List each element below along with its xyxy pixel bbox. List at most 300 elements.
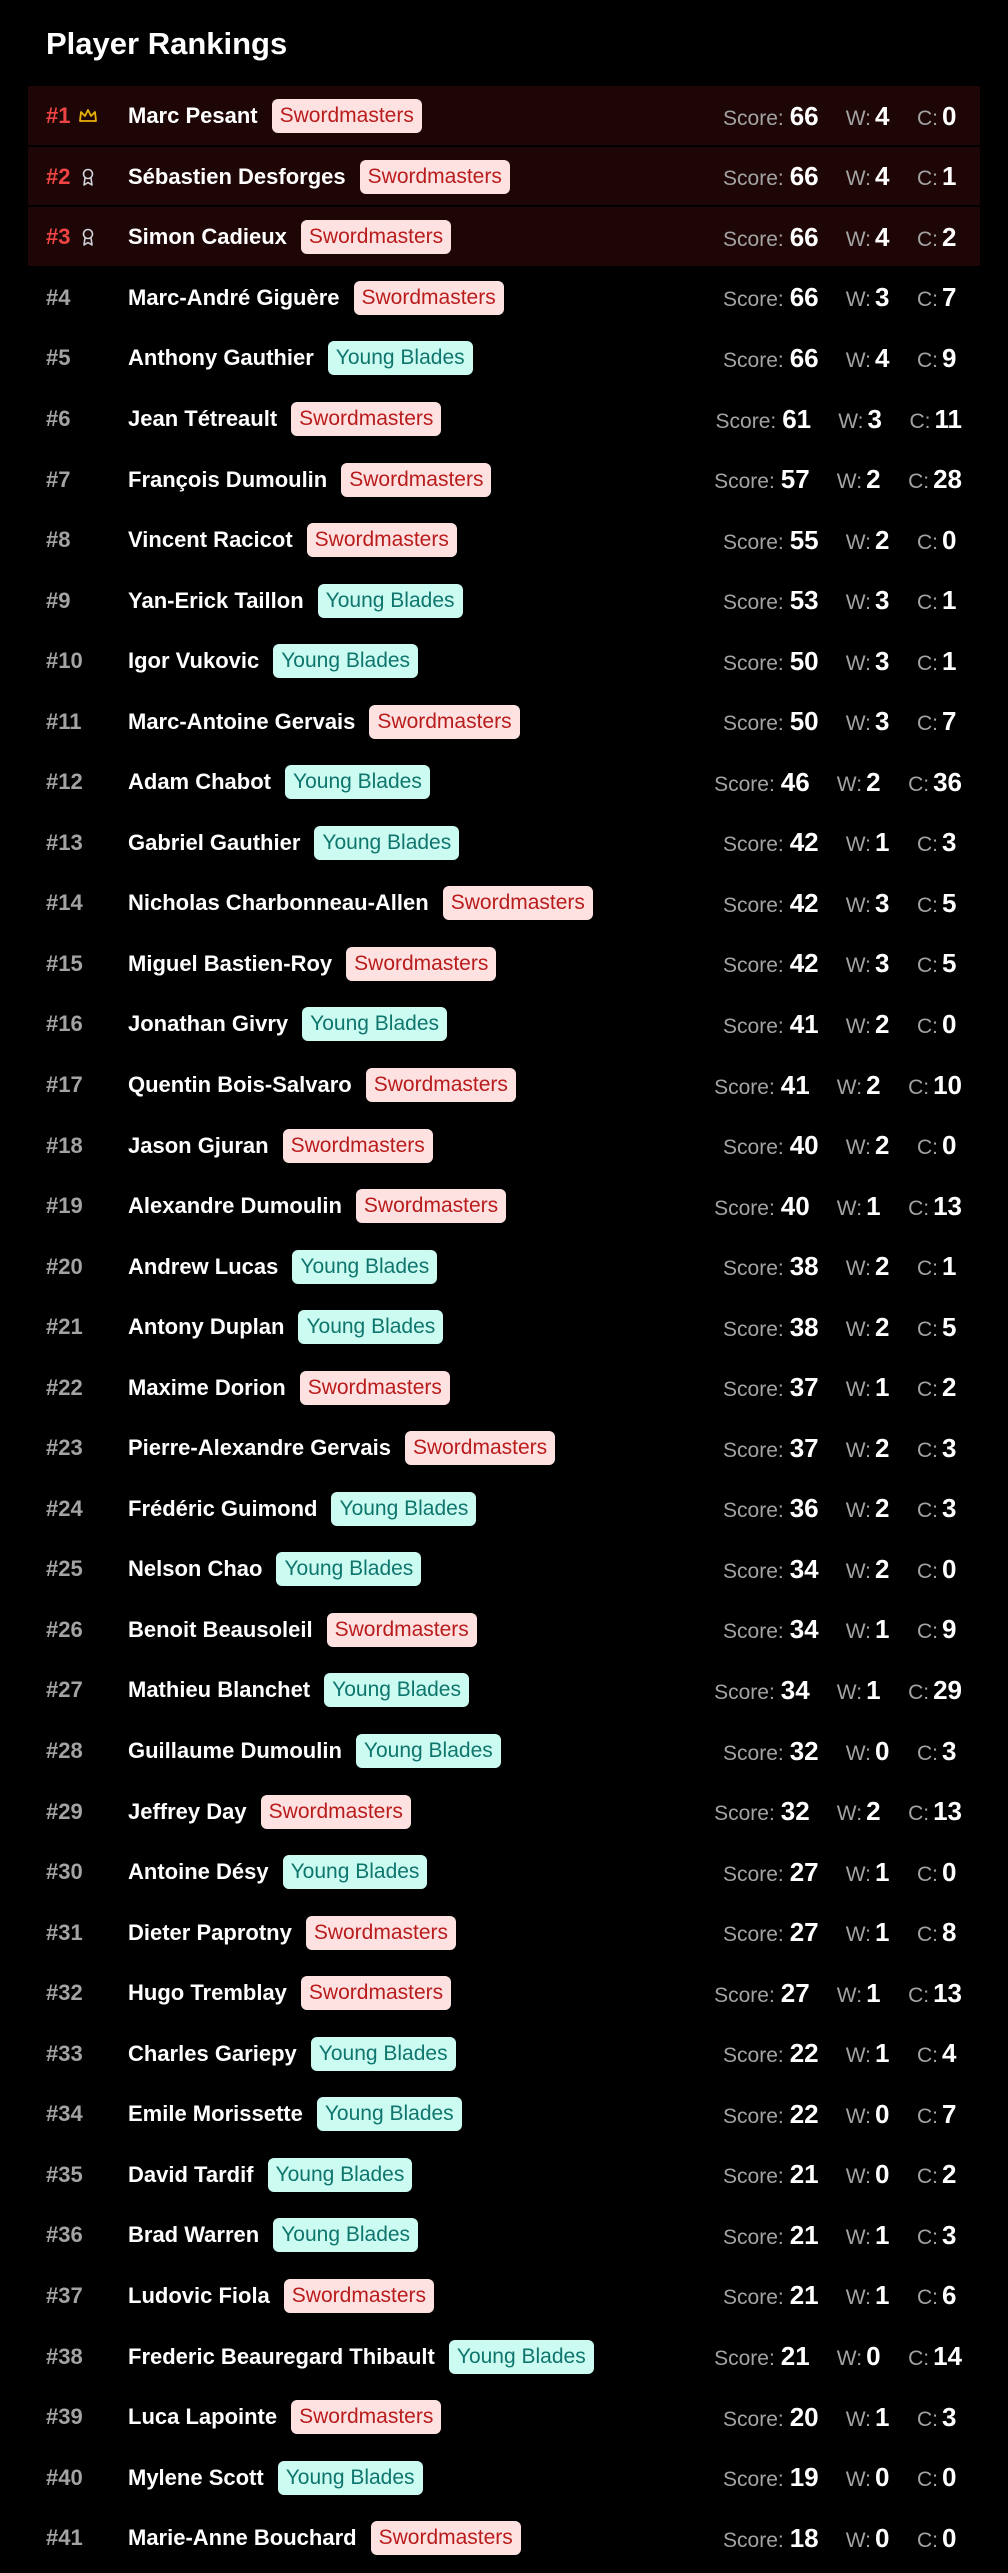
player-info [128,886,593,920]
c-value: 1 [942,1251,957,1282]
player-info [128,2340,594,2374]
score-label: Score: [723,591,784,615]
wins-label: W: [845,2044,871,2068]
player-row[interactable] [28,207,980,268]
score-value: 55 [789,524,819,555]
score-value: 40 [789,1130,819,1161]
wins-value: 2 [875,1432,890,1463]
player-row[interactable] [28,1176,980,1237]
player-row[interactable] [28,1055,980,1116]
player-row[interactable] [28,691,980,752]
score-label: Score: [723,1136,784,1160]
score-value: 53 [789,585,819,616]
player-row[interactable] [28,1660,980,1721]
player-stats [723,1130,962,1161]
score-value: 50 [789,706,819,737]
score-label: Score: [714,1802,775,1826]
score-value: 57 [780,464,810,495]
score-value: 40 [780,1190,810,1221]
player-name: Benoit Beausoleil [128,1616,313,1642]
player-stats [714,1978,962,2009]
player-name: Marc-Antoine Gervais [128,708,356,734]
wins-label: W: [845,2407,871,2431]
score-value: 34 [789,1614,819,1645]
player-name: Hugo Tremblay [128,1980,287,2006]
wins-label: W: [836,470,863,494]
score-value: 21 [789,2159,819,2190]
player-stats [723,1554,962,1585]
c-label: C: [908,1802,930,1826]
wins-value: 2 [875,1130,890,1161]
c-label: C: [917,1438,938,1462]
player-stats [723,2038,962,2069]
rank-label: #9 [46,587,71,613]
player-name: François Dumoulin [128,466,328,492]
wins-label: W: [836,2347,863,2370]
team-badge: Young Blades [298,1310,443,1344]
score-label: Score: [723,2044,784,2068]
wins-value: 3 [875,706,890,737]
player-row[interactable] [28,1357,980,1418]
player-row[interactable] [28,752,980,813]
c-value: 3 [942,1735,957,1766]
player-name: Ludovic Fiola [128,2282,270,2308]
player-stats [723,646,962,677]
c-label: C: [917,348,938,372]
player-stats [714,2341,962,2372]
page-title: Player Rankings [46,26,288,61]
wins-value: 0 [875,2522,890,2553]
player-row[interactable] [28,2447,980,2508]
player-stats [723,2280,962,2311]
player-info [128,523,457,557]
player-name: Antoine Désy [128,1859,269,1885]
c-label: C: [917,2407,938,2431]
player-row[interactable] [28,1963,980,2024]
wins-value: 3 [875,645,890,676]
player-name: Nelson Chao [128,1556,263,1582]
score-value: 27 [789,1856,819,1887]
c-label: C: [917,530,938,554]
wins-value: 0 [866,2341,881,2371]
rank-label: #41 [46,2525,83,2551]
score-value: 19 [789,2462,819,2493]
player-info [128,947,496,981]
crown-icon [78,106,98,126]
c-value: 0 [942,1008,957,1039]
rank-label: #17 [46,1072,83,1098]
wins-label: W: [845,1438,871,1462]
wins-value: 2 [866,1069,881,1100]
wins-value: 0 [875,2159,890,2190]
c-value: 2 [942,221,957,252]
player-stats [714,464,962,495]
c-label: C: [917,2468,938,2492]
player-name: Emile Morissette [128,2101,303,2127]
wins-label: W: [845,2528,871,2552]
player-stats [723,1917,962,1948]
player-stats [723,101,962,132]
team-badge: Young Blades [273,2218,418,2252]
player-stats [723,2099,962,2130]
score-label: Score: [714,1680,775,1704]
player-stats [723,282,962,313]
score-label: Score: [714,772,775,796]
rank-label: #22 [46,1374,83,1400]
player-name: Simon Cadieux [128,224,287,250]
team-badge: Swordmasters [272,99,422,133]
c-value: 6 [942,2280,957,2311]
c-label: C: [908,1075,930,1099]
player-name: Andrew Lucas [128,1253,279,1279]
player-info [128,160,510,194]
score-label: Score: [723,1620,784,1644]
score-value: 41 [789,1008,819,1039]
score-value: 42 [789,948,819,979]
player-stats [723,1251,962,1282]
rank-label: #13 [46,829,83,855]
player-stats [723,161,962,192]
player-row[interactable] [28,2266,980,2327]
rank-label: #6 [46,406,71,431]
rank-label: #28 [46,1738,83,1764]
rank-label: #35 [46,2161,83,2187]
c-value: 2 [942,2159,957,2190]
wins-value: 2 [866,1796,881,1827]
player-row[interactable] [28,994,980,1055]
player-row[interactable] [28,2508,980,2569]
player-stats [723,1372,962,1403]
wins-label: W: [845,651,871,675]
wins-value: 4 [875,100,890,131]
wins-value: 4 [875,342,890,373]
team-badge: Swordmasters [307,523,457,557]
team-badge: Young Blades [356,1734,501,1768]
c-value: 7 [942,282,957,313]
c-value: 3 [942,2219,957,2250]
player-stats [723,1009,962,1040]
wins-value: 1 [875,1372,890,1403]
wins-value: 0 [875,2098,890,2129]
player-info [128,1189,506,1223]
c-label: C: [917,954,938,978]
player-row[interactable] [28,268,980,329]
score-label: Score: [723,1014,784,1038]
player-info [128,1795,411,1829]
player-name: Marie-Anne Bouchard [128,2525,357,2551]
player-info [128,1431,555,1465]
wins-label: W: [845,2225,871,2249]
player-name: Jonathan Givry [128,1011,289,1037]
c-value: 3 [942,2401,957,2432]
player-stats [723,1614,962,1645]
team-badge: Swordmasters [261,1795,411,1829]
wins-value: 1 [875,1917,890,1948]
score-label: Score: [715,409,777,433]
c-value: 5 [942,1311,957,1342]
c-label: C: [917,2044,938,2068]
c-value: 0 [942,2522,957,2553]
c-label: C: [908,772,930,796]
c-value: 1 [942,645,957,676]
player-info [128,402,441,436]
rank-label: #4 [46,284,71,310]
player-name: Jeffrey Day [128,1798,247,1824]
player-name: Frédéric Guimond [128,1495,318,1521]
player-row[interactable] [28,2387,980,2448]
c-value: 1 [942,161,957,192]
player-name: Marc-André Giguère [128,284,340,310]
c-label: C: [917,833,938,857]
c-value: 0 [942,100,957,131]
wins-value: 0 [875,2462,890,2493]
wins-label: W: [845,227,871,251]
c-value: 1 [942,585,957,616]
wins-label: W: [845,2104,871,2128]
player-name: Charles Gariepy [128,2040,297,2066]
score-label: Score: [723,348,784,372]
player-info [128,644,418,678]
rank-label: #15 [46,950,83,976]
player-stats [723,888,962,919]
wins-label: W: [845,1620,871,1644]
score-label: Score: [723,1257,784,1281]
rank-label: #37 [46,2282,83,2308]
score-value: 32 [780,1796,810,1827]
player-row[interactable] [28,631,980,692]
score-value: 22 [789,2098,819,2129]
score-label: Score: [723,227,784,251]
score-value: 22 [789,2038,819,2069]
player-row[interactable] [28,86,980,147]
player-name: Maxime Dorion [128,1374,286,1400]
player-info [128,1068,516,1102]
player-info [128,1250,437,1284]
team-badge: Young Blades [302,1007,447,1041]
team-badge: Swordmasters [301,220,451,254]
player-row[interactable] [28,328,980,389]
player-row[interactable] [28,1842,980,1903]
c-value: 2 [942,1372,957,1403]
wins-value: 2 [866,766,881,797]
team-badge: Young Blades [283,1855,428,1889]
team-badge: Swordmasters [341,463,491,497]
c-value: 13 [933,1190,962,1221]
c-value: 8 [942,1917,957,1948]
player-name: Dieter Paprotny [128,1919,292,1945]
player-name: Frederic Beauregard Thibault [128,2343,435,2369]
rank-label: #10 [46,648,83,674]
player-name: Luca Lapointe [128,2404,278,2430]
player-info [128,1855,427,1889]
player-row[interactable] [28,2084,980,2145]
score-label: Score: [714,2347,775,2370]
score-label: Score: [723,2528,784,2552]
player-name: Brad Warren [128,2222,260,2248]
rank-label: #25 [46,1556,83,1582]
player-row[interactable] [28,1781,980,1842]
player-row[interactable] [28,1721,980,1782]
wins-value: 1 [866,1977,881,2008]
player-row[interactable] [28,1600,980,1661]
player-row[interactable] [28,570,980,631]
c-value: 28 [933,464,962,495]
wins-label: W: [845,1741,871,1765]
player-row[interactable] [28,1479,980,1540]
c-label: C: [917,2225,938,2249]
c-value: 10 [933,1069,962,1100]
score-label: Score: [723,1499,784,1523]
medal-icon [78,227,98,247]
c-value: 36 [933,766,962,797]
player-name: Jean Tétreault [128,406,278,431]
player-stats [723,1433,962,1464]
c-value: 0 [942,1130,957,1161]
team-badge: Young Blades [273,644,418,678]
wins-value: 2 [875,1251,890,1282]
wins-value: 0 [875,1735,890,1766]
wins-value: 2 [866,464,881,495]
score-label: Score: [723,2165,784,2189]
score-label: Score: [723,893,784,917]
player-name: Pierre-Alexandre Gervais [128,1435,391,1461]
c-label: C: [917,1257,938,1281]
score-value: 50 [789,645,819,676]
player-row[interactable] [28,934,980,995]
c-label: C: [917,591,938,615]
wins-label: W: [845,167,871,191]
score-label: Score: [714,1075,775,1099]
score-value: 66 [789,161,819,192]
rank-label: #29 [46,1798,83,1824]
player-row[interactable] [28,2326,980,2387]
player-name: Alexandre Dumoulin [128,1193,342,1219]
wins-label: W: [838,409,864,433]
c-value: 0 [942,1553,957,1584]
rank-label: #24 [46,1495,83,1521]
player-info [128,2158,412,2192]
wins-label: W: [845,1014,871,1038]
score-label: Score: [723,1438,784,1462]
player-name: Nicholas Charbonneau-Allen [128,890,429,916]
player-row[interactable] [28,2145,980,2206]
c-label: C: [917,1559,938,1583]
player-row[interactable] [28,147,980,208]
player-row[interactable] [28,389,980,450]
rank-label: #16 [46,1011,83,1037]
score-value: 27 [789,1917,819,1948]
player-row[interactable] [28,1418,980,1479]
player-row[interactable] [28,1902,980,1963]
player-name: Marc Pesant [128,103,258,129]
player-name: Gabriel Gauthier [128,829,301,855]
player-stats [714,1070,962,1101]
score-label: Score: [714,470,775,494]
player-info [128,1371,450,1405]
score-value: 38 [789,1311,819,1342]
player-info [128,1976,451,2010]
player-row[interactable] [28,813,980,874]
player-row[interactable] [28,449,980,510]
score-value: 34 [780,1674,810,1705]
wins-label: W: [845,106,871,130]
score-value: 37 [789,1432,819,1463]
player-row[interactable] [28,1236,980,1297]
wins-value: 4 [875,221,890,252]
player-stats [714,767,962,798]
c-label: C: [917,2165,938,2189]
score-label: Score: [723,106,784,130]
c-label: C: [917,1014,938,1038]
team-badge: Young Blades [292,1250,437,1284]
player-name: Mathieu Blanchet [128,1677,311,1703]
wins-value: 1 [875,2280,890,2311]
rank-label: #32 [46,1980,83,2006]
rank-label: #26 [46,1616,83,1642]
c-label: C: [917,1862,938,1886]
wins-label: W: [845,1378,871,1402]
rank-label: #12 [46,769,83,795]
player-info [128,2037,456,2071]
score-label: Score: [723,2225,784,2249]
rank-label: #31 [46,1919,83,1945]
c-label: C: [917,1923,938,1947]
wins-label: W: [845,1317,871,1341]
team-badge: Swordmasters [356,1189,506,1223]
wins-label: W: [845,833,871,857]
wins-label: W: [836,1680,863,1704]
player-row[interactable] [28,2024,980,2085]
c-label: C: [909,409,931,433]
wins-label: W: [845,712,871,736]
player-info [128,2097,462,2131]
score-value: 21 [789,2280,819,2311]
score-label: Score: [723,1317,784,1341]
score-label: Score: [714,1196,775,1220]
wins-label: W: [845,530,871,554]
player-row[interactable] [28,1115,980,1176]
player-info [128,1613,477,1647]
rank-label: #33 [46,2040,83,2066]
score-value: 41 [780,1069,810,1100]
score-value: 20 [789,2401,819,2432]
wins-value: 3 [867,403,882,434]
team-badge: Swordmasters [354,281,504,315]
player-info [128,220,451,254]
wins-label: W: [845,1136,871,1160]
team-badge: Swordmasters [346,947,496,981]
wins-value: 1 [866,1674,881,1705]
score-label: Score: [723,954,784,978]
score-value: 18 [789,2522,819,2553]
player-stats [723,1312,962,1343]
team-badge: Swordmasters [369,705,519,739]
player-info [128,584,463,618]
player-row[interactable] [28,873,980,934]
player-row[interactable] [28,2205,980,2266]
c-label: C: [917,1136,938,1160]
c-label: C: [917,288,938,312]
wins-value: 3 [875,948,890,979]
c-value: 9 [942,342,957,373]
player-stats [723,827,962,858]
player-stats [714,1675,962,1706]
player-row[interactable] [28,1539,980,1600]
score-value: 37 [789,1372,819,1403]
player-row[interactable] [28,1297,980,1358]
c-label: C: [917,1620,938,1644]
player-row[interactable] [28,510,980,571]
